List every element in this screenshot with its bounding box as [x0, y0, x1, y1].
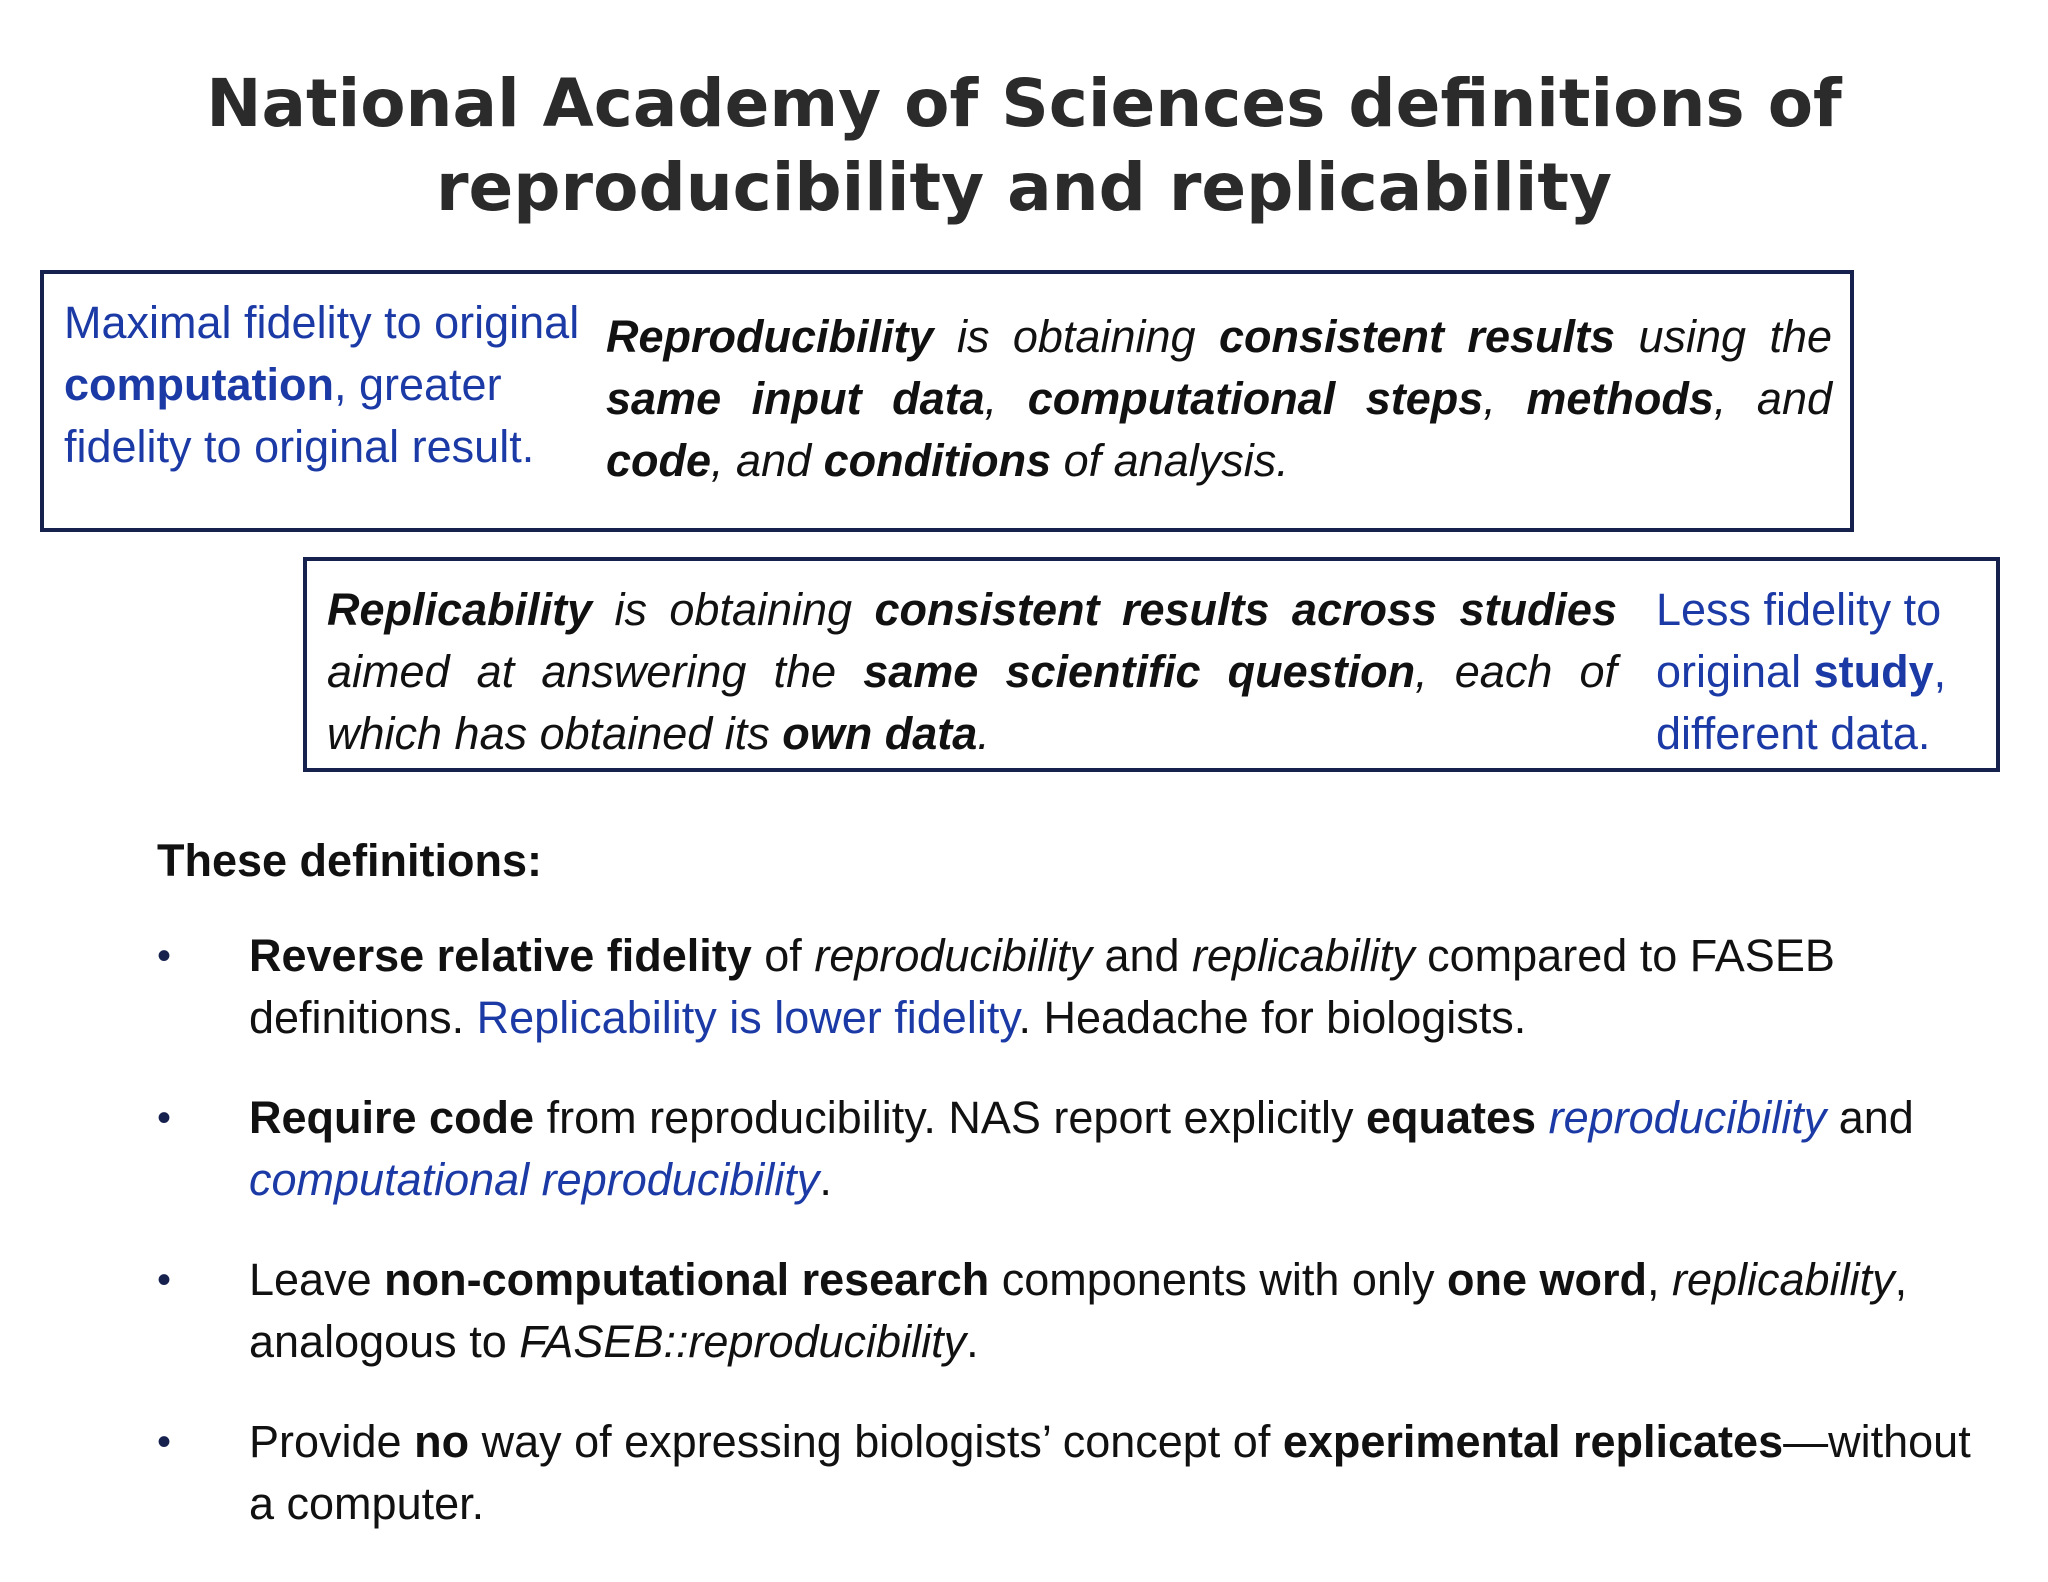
page-title: [0, 62, 2048, 230]
bullet-text: and: [1826, 1092, 1914, 1143]
replicability-fidelity-note: [1656, 579, 1996, 765]
list-item: [157, 1087, 1977, 1211]
bullet-emphasis: experimental replicates: [1282, 1416, 1784, 1467]
replicability-box: [303, 557, 2000, 772]
note-text: Less fidelity to original: [1656, 584, 1942, 697]
bullet-text: .: [819, 1154, 832, 1205]
replicability-definition: [327, 579, 1617, 765]
bullet-icon: •: [157, 934, 172, 978]
bullet-text: compared to FASEB definitions.: [249, 930, 1835, 1043]
note-emphasis: study: [1813, 646, 1934, 697]
def-text: ,: [1483, 373, 1527, 424]
bullet-emphasis: Reverse relative fidelity: [249, 930, 752, 981]
title-line-1: National Academy of Sciences definitions of: [206, 65, 1842, 142]
def-text: of analysis.: [1051, 435, 1289, 486]
list-item: [157, 1249, 1977, 1373]
def-text: using the: [1615, 311, 1832, 362]
bullet-emphasis: equates: [1366, 1092, 1537, 1143]
note-text: , greater fidelity to original result.: [64, 359, 535, 472]
bullet-icon: •: [157, 1096, 172, 1140]
def-emphasis: code: [606, 435, 712, 486]
bullet-term: reproducibility: [814, 930, 1092, 981]
bullet-text: —without a computer.: [249, 1416, 1971, 1529]
bullet-text: . Headache for biologists.: [1018, 992, 1527, 1043]
def-text: , and: [1713, 373, 1832, 424]
list-item: [157, 925, 1977, 1049]
def-text: aimed at answering the: [327, 646, 864, 697]
term-reproducibility: Reproducibility: [606, 311, 934, 362]
def-emphasis: computational steps: [1027, 373, 1484, 424]
bullet-highlight: computational reproducibility: [249, 1154, 820, 1205]
bullet-emphasis: one word: [1446, 1254, 1647, 1305]
bullet-icon: •: [157, 1258, 172, 1302]
bullet-text: .: [966, 1316, 979, 1367]
note-text: , different data.: [1656, 646, 1947, 759]
bullet-text: from reproducibility. NAS report explicitly: [534, 1092, 1367, 1143]
def-emphasis: consistent results: [1218, 311, 1616, 362]
bullet-emphasis: Require code: [249, 1092, 535, 1143]
def-text: ,: [984, 373, 1028, 424]
bullet-text: ,: [1646, 1254, 1672, 1305]
definitions-bullet-list: [157, 925, 1977, 1573]
bullet-term: replicability: [1192, 930, 1415, 981]
bullet-highlight: Replicability is lower fidelity: [476, 992, 1019, 1043]
def-emphasis: conditions: [823, 435, 1052, 486]
bullet-emphasis: non-computational research: [384, 1254, 990, 1305]
def-emphasis: methods: [1526, 373, 1714, 424]
bullet-emphasis: no: [414, 1416, 470, 1467]
def-text: is obtaining: [592, 584, 875, 635]
reproducibility-fidelity-note: [64, 292, 604, 478]
def-text: is obtaining: [933, 311, 1219, 362]
bullet-text: way of expressing biologists’ concept of: [469, 1416, 1283, 1467]
reproducibility-box: [40, 270, 1854, 532]
list-item: [157, 1411, 1977, 1535]
bullet-icon: •: [157, 1420, 172, 1464]
def-emphasis: same scientific question: [863, 646, 1416, 697]
note-text: Maximal fidelity to original: [64, 297, 580, 348]
def-text: .: [977, 708, 990, 759]
bullet-text: Leave: [249, 1254, 385, 1305]
bullet-text: and: [1091, 930, 1193, 981]
bullet-text: [1536, 1092, 1549, 1143]
bullet-text: , analogous to: [249, 1254, 1908, 1367]
def-text: , each of which has obtained its: [327, 646, 1617, 759]
def-emphasis: own data: [782, 708, 978, 759]
bullet-term: FASEB::reproducibility: [519, 1316, 967, 1367]
bullet-text: Provide: [249, 1416, 415, 1467]
title-line-2: reproducibility and replicability: [436, 149, 1612, 226]
bullet-text: of: [751, 930, 815, 981]
bullet-term: replicability: [1671, 1254, 1895, 1305]
reproducibility-definition: [606, 306, 1832, 492]
def-emphasis: consistent results across studies: [874, 584, 1617, 635]
bullet-text: components with only: [989, 1254, 1447, 1305]
term-replicability: Replicability: [327, 584, 593, 635]
def-text: , and: [711, 435, 824, 486]
note-emphasis: computation: [64, 359, 334, 410]
bullet-highlight: reproducibility: [1548, 1092, 1827, 1143]
def-emphasis: same input data: [606, 373, 985, 424]
section-heading: These definitions:: [157, 835, 543, 886]
